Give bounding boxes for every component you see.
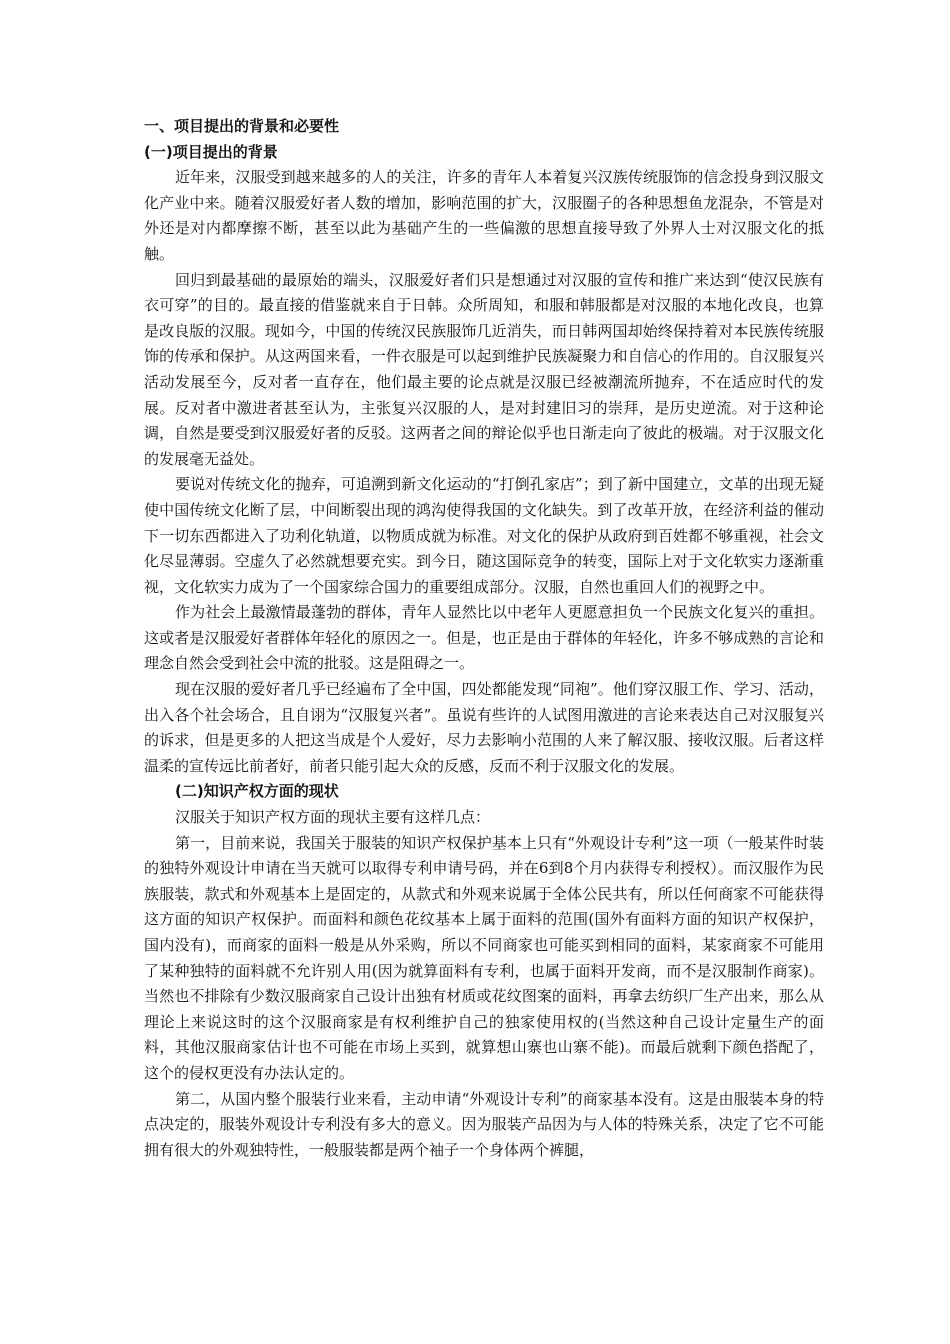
paragraph: 第一，目前来说，我国关于服装的知识产权保护基本上只有“外观设计专利”这一项（一般某件时装的独特外观设计申请在当天就可以取得专利申请号码，并在6到8个月内获得专利授权）。而汉服作为民族服装，款式和外观基本上是固定的，从款式和外观来说属于全体公民共有，所以任何商家不可能获得这方面的知识产权保护。而面料和颜色花纹基本上属于面料的范围(国外有面料方面的知识产权保护，国内没有)，而商家的面料一般是从外采购，所以不同商家也可能买到相同的面料，某家商家不可能用了某种独特的面料就不允许别人用(因为就算面料有专利，也属于面料开发商，而不是汉服制作商家)。当然也不排除有少数汉服商家自己设计出独有材质或花纹图案的面料，再拿去纺织厂生产出来，那么从理论上来说这时的这个汉服商家是有权利维护自己的独家使用权的(当然这种自己设计定量生产的面料，其他汉服商家估计也不可能在市场上买到，就算想山寨也山寨不能)。而最后就剩下颜色搭配了，这个的侵权更没有办法认定的。 bbox=[144, 833, 824, 1082]
document-page bbox=[144, 114, 824, 1163]
paragraph: 现在汉服的爱好者几乎已经遍布了全中国，四处都能发现“同袍”。他们穿汉服工作、学习、活动，出入各个社会场合，且自诩为“汉服复兴者”。虽说有些许的人试图用激进的言论来表达自己对汉服复兴的诉求，但是更多的人把这当成是个人爱好，尽力去影响小范围的人来了解汉服、接收汉服。后者这样温柔的宣传远比前者好，前者只能引起大众的反感，反而不利于汉服文化的发展。 bbox=[144, 680, 824, 775]
subsection-heading-ip: (二)知识产权方面的现状 bbox=[175, 782, 339, 801]
section-heading: 一、项目提出的背景和必要性 bbox=[144, 117, 340, 135]
paragraph: 第二，从国内整个服装行业来看，主动申请“外观设计专利”的商家基本没有。这是由服装本身的特点决定的，服装外观设计专利没有多大的意义。因为服装产品因为与人体的特殊关系，决定了它不可能拥有很大的外观独特性，一般服装都是两个袖子一个身体两个裤腿， bbox=[144, 1089, 824, 1159]
paragraph: 近年来，汉服受到越来越多的人的关注，许多的青年人本着复兴汉族传统服饰的信念投身到汉服文化产业中来。随着汉服爱好者人数的增加，影响范围的扩大，汉服圈子的各种思想鱼龙混杂，不管是对外还是对内都摩擦不断，甚至以此为基础产生的一些偏激的思想直接导致了外界人士对汉服文化的抵触。 bbox=[144, 168, 824, 263]
paragraph: 作为社会上最激情最蓬勃的群体，青年人显然比以中老年人更愿意担负一个民族文化复兴的重担。这或者是汉服爱好者群体年轻化的原因之一。但是，也正是由于群体的年轻化，许多不够成熟的言论和理念自然会受到社会中流的批驳。这是阻碍之一。 bbox=[144, 603, 824, 673]
paragraph: 汉服关于知识产权方面的现状主要有这样几点： bbox=[175, 808, 491, 827]
subsection-heading-background: (一)项目提出的背景 bbox=[144, 142, 278, 161]
paragraph: 回归到最基础的最原始的端头，汉服爱好者们只是想通过对汉服的宣传和推广来达到“使汉民族有衣可穿”的目的。最直接的借鉴就来自于日韩。众所周知，和服和韩服都是对汉服的本地化改良，也算是改良版的汉服。现如今，中国的传统汉民族服饰几近消失，而日韩两国却始终保持着对本民族传统服饰的传承和保护。从这两国来看，一件衣服是可以起到维护民族凝聚力和自信心的作用的。自汉服复兴活动发展至今，反对者一直存在，他们最主要的论点就是汉服已经被潮流所抛弃，不在适应时代的发展。反对者中激进者甚至认为，主张复兴汉服的人，是对封建旧习的崇拜，是历史逆流。对于这种论调，自然是要受到汉服爱好者的反驳。这两者之间的辩论似乎也日渐走向了彼此的极端。对于汉服文化的发展毫无益处。 bbox=[144, 270, 824, 468]
paragraph: 要说对传统文化的抛弃，可追溯到新文化运动的“打倒孔家店”；到了新中国建立，文革的出现无疑使中国传统文化断了层，中间断裂出现的鸿沟使得我国的文化缺失。到了改革开放，在经济利益的催动下一切东西都进入了功利化轨道，以物质成就为标准。对文化的保护从政府到百姓都不够重视，社会文化尽显薄弱。空虚久了必然就想要充实。到今日，随这国际竞争的转变，国际上对于文化软实力逐渐重视，文化软实力成为了一个国家综合国力的重要组成部分。汉服，自然也重回人们的视野之中。 bbox=[144, 475, 824, 596]
